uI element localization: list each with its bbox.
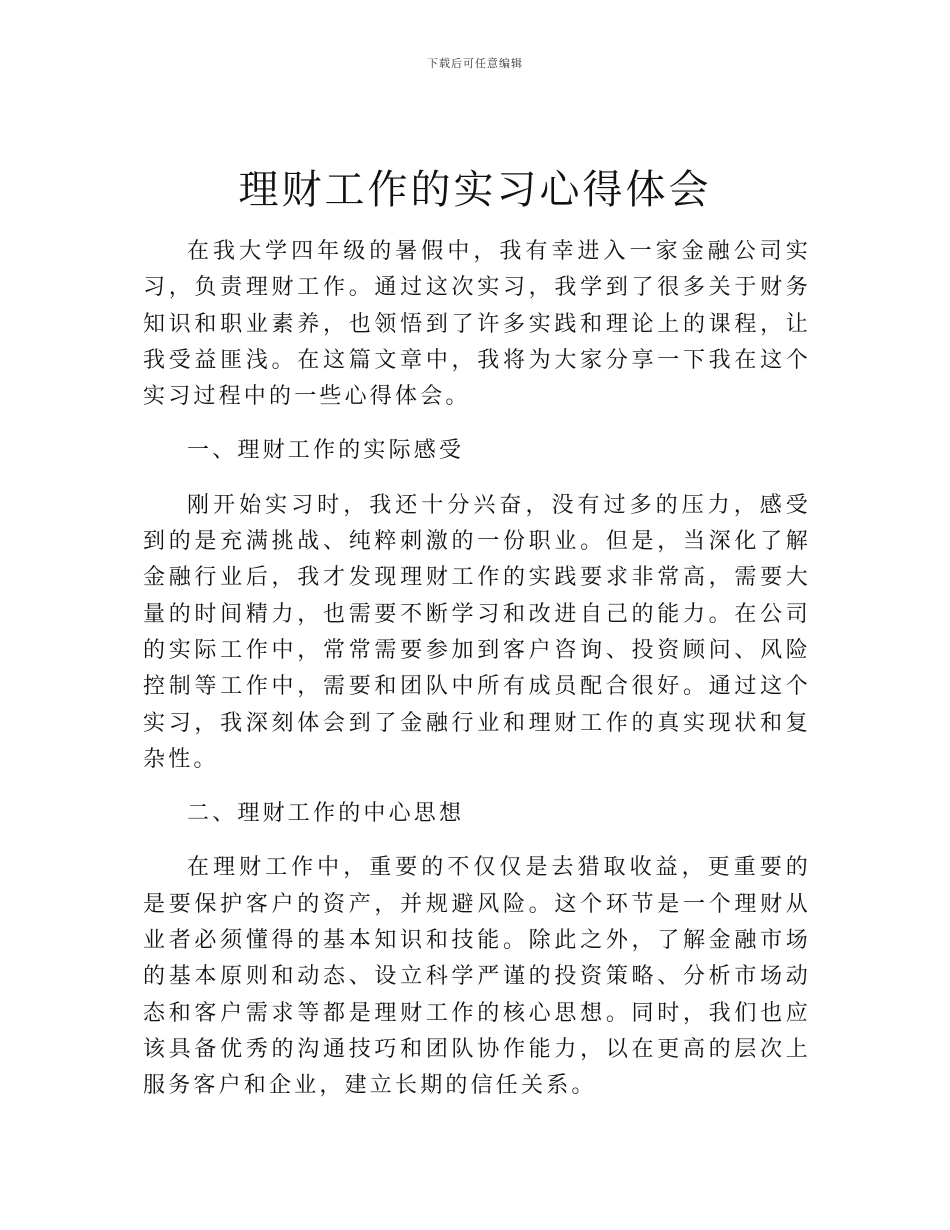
- document-body: [143, 234, 811, 1123]
- section-2-paragraph: 在理财工作中，重要的不仅仅是去猎取收益，更重要的是要保护客户的资产，并规避风险。这个环节是一个理财从业者必须懂得的基本知识和技能。除此之外，了解金融市场的基本原则和动态、设立科学严谨的投资策略、分析市场动态和客户需求等都是理财工作的核心思想。同时，我们也应该具备优秀的沟通技巧和团队协作能力，以在更高的层次上服务客户和企业，建立长期的信任关系。: [143, 855, 811, 1099]
- document-title: 理财工作的实习心得体会: [238, 167, 712, 213]
- section-1-heading: 一、理财工作的实际感受: [187, 438, 465, 464]
- section-2-heading: 二、理财工作的中心思想: [187, 801, 465, 827]
- header-note: 下载后可任意编辑: [427, 57, 523, 70]
- section-1-paragraph: 刚开始实习时，我还十分兴奋，没有过多的压力，感受到的是充满挑战、纯粹刺激的一份职业。但是，当深化了解金融行业后，我才发现理财工作的实践要求非常高，需要大量的时间精力，也需要不断学习和改进自己的能力。在公司的实际工作中，常常需要参加到客户咨询、投资顾问、风险控制等工作中，需要和团队中所有成员配合很好。通过这个实习，我深刻体会到了金融行业和理财工作的真实现状和复杂性。: [143, 492, 811, 772]
- intro-paragraph: 在我大学四年级的暑假中，我有幸进入一家金融公司实习，负责理财工作。通过这次实习，我学到了很多关于财务知识和职业素养，也领悟到了许多实践和理论上的课程，让我受益匪浅。在这篇文章中，我将为大家分享一下我在这个实习过程中的一些心得体会。: [143, 239, 811, 410]
